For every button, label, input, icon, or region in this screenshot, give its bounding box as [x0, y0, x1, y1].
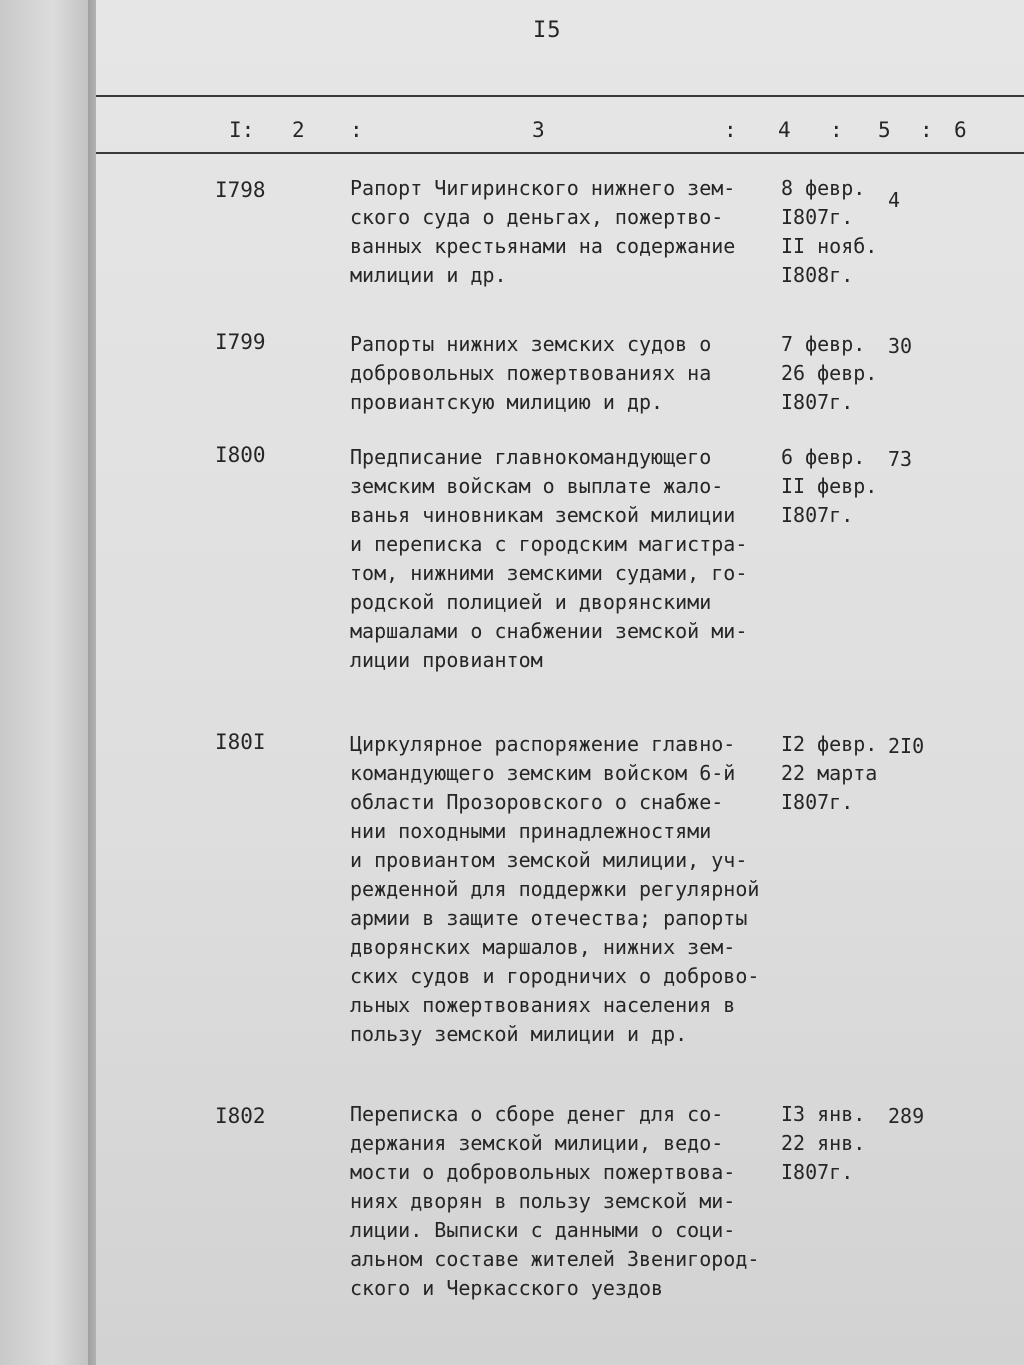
record-description: Переписка о сборе денег для со- держания земской милиции, ведо- мости о добровольных пожертвова- ниях дворян в пользу земской ми- лиции. Выписки с данными о соци- альном составе жителей Звенигород- ского и Черкасского уездов — [350, 1102, 760, 1300]
record-number: I802 — [215, 1104, 266, 1128]
record-sheets: 30 — [888, 334, 913, 358]
record-dates: 7 февр. 26 февр. I807г. — [781, 332, 878, 414]
record-description: Рапорты нижних земских судов о добровольных пожертвованиях на провиантскую милицию и др. — [350, 332, 712, 414]
header-rule-bottom — [96, 152, 1024, 154]
column-separator: : — [350, 118, 363, 142]
record-sheets: 2I0 — [888, 734, 925, 758]
book-binding — [0, 0, 96, 1365]
record-sheets: 73 — [888, 447, 913, 471]
column-header-4: 4 — [778, 118, 791, 142]
record-dates: 6 февр. II февр. I807г. — [781, 445, 878, 527]
column-separator: : — [920, 118, 933, 142]
record-dates: I3 янв. 22 янв. I807г. — [781, 1102, 866, 1184]
column-header-2: 2 — [292, 118, 305, 142]
record-description: Предписание главнокомандующего земским войскам о выплате жало- ванья чиновникам земской милиции и переписка с городским магистра- том, нижними земскими судами, го- родской полицией и дворянскими маршалами о снабжении земской ми- лиции провиантом — [350, 445, 748, 672]
record-number: I800 — [215, 443, 266, 467]
record-dates: 8 февр. I807г. II нояб. I808г. — [781, 176, 878, 287]
column-separator: : — [830, 118, 843, 142]
page-number: I5 — [533, 18, 562, 43]
column-header-3: 3 — [532, 118, 545, 142]
record-number: I799 — [215, 330, 266, 354]
record-sheets: 4 — [888, 188, 901, 212]
record-sheets: 289 — [888, 1104, 925, 1128]
column-header-1: I: — [229, 118, 255, 142]
record-dates: I2 февр. 22 марта I807г. — [781, 732, 878, 814]
column-header-6: 6 — [954, 118, 967, 142]
column-separator: : — [724, 118, 737, 142]
header-rule-top — [96, 95, 1024, 97]
column-header-5: 5 — [878, 118, 891, 142]
record-number: I798 — [215, 178, 266, 202]
record-description: Циркулярное распоряжение главно- командующего земским войском 6-й области Прозоровского о снабже- нии походными принадлежностями и провиантом земской милиции, уч- режденной для поддержки регулярной армии в защите отечества; рапорты дворянских маршалов, нижних зем- ских судов и городничих о доброво- льных пожертвованиях населения в пользу земской милиции и др. — [350, 732, 760, 1046]
record-number: I80I — [215, 730, 266, 754]
record-description: Рапорт Чигиринского нижнего зем- ского суда о деньгах, пожертво- ванных крестьянами на содержание милиции и др. — [350, 176, 736, 287]
